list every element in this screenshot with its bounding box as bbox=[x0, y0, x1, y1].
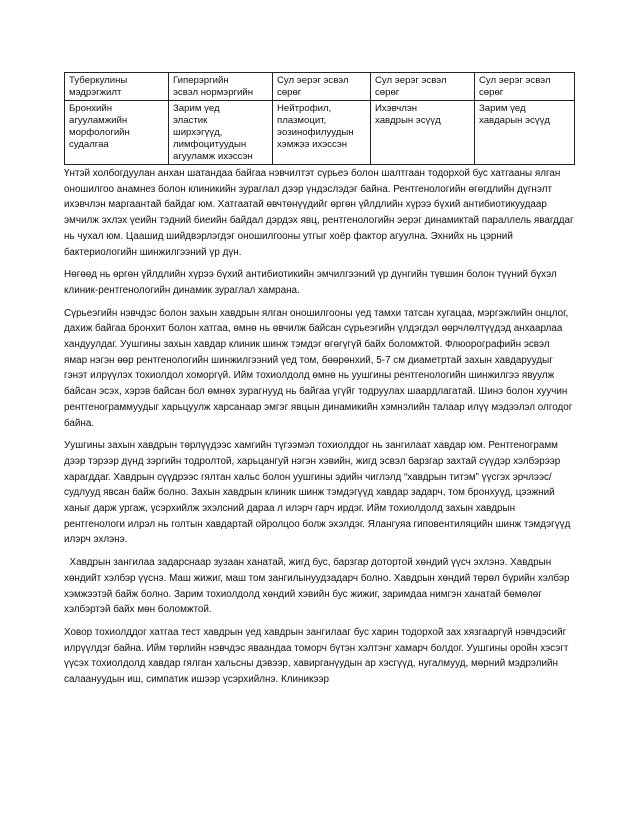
document-page bbox=[64, 72, 574, 695]
table-cell: Туберкулины мэдрэгжилт bbox=[65, 73, 169, 101]
paragraph: Хавдрын зангилаа задарснаар зузаан ханатай, жигд бус, барзгар дотортой хөндий үүсч эхлэнэ. Хавдрын хөндийт хэлбэр үүснэ. Маш жижиг, маш том зангилынуудзадарч болно. Хавдрын хөндий төрөл бүрийн хэлбэр хэмжээтэй байж болно. Зарим тохиолдолд хөндий хэвийн бус жижиг, заримдаа нимгэн ханатай бөмөлөг хэлбэртэй байх мөн боломжтой. bbox=[64, 557, 573, 616]
table-cell: Зарим үед хавдарын эсүүд bbox=[475, 101, 575, 165]
table-cell: Сул эерэг эсвэл сөрөг bbox=[371, 73, 475, 101]
table-cell: Нейтрофил, плазмоцит, эозинофилуудын хэмжээ ихэссэн bbox=[273, 101, 371, 165]
paragraph: Үнтэй холбогдуулан анхан шатандаа байгаа нэвчилтэт сүрьеэ болон шалтгаан тодорхой бус хатгааны ялган оношилгоо анамнез болон клиникийн зураглал дээр үндэслэдэг байна. Рентгенологийн өгөгдлийн дүгнэлт ихэвчлэн маргаантай байдаг юм. Хатгаатай өвчтөнүүдийг өргөн үйлдлийн хүрээ бүхий антибиотикуудаар эмчилж эхлэх үеийн тэдний биеийн байдал дэрдэх явц, рентгенологийн эерэг динамиктай параллель явагддаг нь чухал юм. Цаашид шийдвэрлэгдэг оношилгооны утгыг хоёр фактор агуулна. Эхнийх нь цэрний бактериологийн шинжилгээний үр дүн. bbox=[64, 168, 574, 258]
paragraph: Ховор тохиолддог хатгаа тест хавдрын үед хавдрын зангилааг бус харин тодорхой зах хязгааргүй нэвчдэсийг илрүүлдэг байна. Ийм төрлийн нэвчдэс яваандаа томорч бүтэн хэлтэнг хамарч болдог. Уушгины оройн хэсэгт үүсэх тохиолдолд хавдар гялган хальсны дэвээр, хавирганүудын ар хэсгүүд, нугалмууд, мөрний мэдрэлийн салаануудын иш, симпатик ишээр үсэрхийлнэ. Клиникээр bbox=[64, 626, 569, 686]
paragraph: Уушгины захын хавдрын төрлүүдээс хамгийн түгээмэл тохиолддог нь зангилаат хавдар юм. Рентгенограмм дээр тэрээр дүнд зэргийн тодролтой, харьцангуй нэгэн хэвийн, жигд эсвэл барзгар захтай сүүдэр хэлбэрээр харагддаг. Хавдрын сүүдрээс гялтан хальс болон уушгины эдийн чиглэлд “хавдрын титэм” үүсгэх эрчлээс/судлууд явсан байж болно. Захын хавдрын клиник шинж тэмдэгүүд хавдар задарч, том бронхуүд, цээжний ханыг дарж ургаж, үсэрхийлж эхэлсний дараа л илэрч гарч ирдэг. Ийм тохиолдолд захын хавдрын рентгенологи илрэл нь голтын хавдартай ойролцоо болж эхэлдэг. Ялангуяа гиповентиляцийн шинж тэмдэгүүд илэрч эхлэнэ. bbox=[64, 440, 571, 546]
table-row bbox=[65, 101, 575, 165]
table-cell: Гиперэргийн эсвэл нормэргийн bbox=[169, 73, 273, 101]
body-text bbox=[64, 166, 574, 688]
paragraph: Сүрьеэгийн нэвчдэс болон захын хавдрын ялган оношилгооны үед тамхи татсан хугацаа, мэргэжлийн онцлог, дахиж байгаа бронхит болон хатгаа, өмнө нь өвчилж байсан сүрьеэгийн үлдэгдэл өөрчлөлтүүдэд анхаарлаа хандуулдаг. Уушгины захын хавдар клиник шинж тэмдэг өгөгүгүй байх боломжтой. Флюорографийн эсвэл ямар нэгэн өөр рентгенологийн шинжилгээний үед том, бөөрөнхий, 5-7 см диаметртай захын хавдаруудыг гэнэт илрүүлэх тохиолдол хоморгүй. Ийм тохиолдолд өмнө нь уушгины рентгенологийн шинжилгээ явуулж байсан эсэх, хэрэв байсан бол өмнөх зурагнууд нь байгаа үгүйг тодруулах шаардлагатай. Шинэ болон хуучин рентгенограммуудыг харьцуулж харсанаар эмгэг явцын динамикийн хэмнэлийн талаар илүү мэдээлэл олгодог байна. bbox=[64, 307, 573, 429]
table-cell: Бронхийн агууламжийн морфологийн судалгаа bbox=[65, 101, 169, 165]
table-header-row bbox=[65, 73, 575, 101]
diagnostic-comparison-table bbox=[64, 72, 575, 165]
table-cell: Сул эерэг эсвэл сөрөг bbox=[273, 73, 371, 101]
table-cell: Зарим үед эластик ширхэгүүд, лимфоцитуудын агууламж ихэссэн bbox=[169, 101, 273, 165]
paragraph: Нөгөөд нь өргөн үйлдлийн хүрээ бүхий антибиотикийн эмчилгээний үр дүнгийн түвшин болон түүний бүхэл клиник-рентгенологийн динамик зураглал хамрана. bbox=[64, 269, 557, 296]
table-cell: Ихэвчлэн хавдрын эсүүд bbox=[371, 101, 475, 165]
table-cell: Сул эерэг эсвэл сөрөг bbox=[475, 73, 575, 101]
